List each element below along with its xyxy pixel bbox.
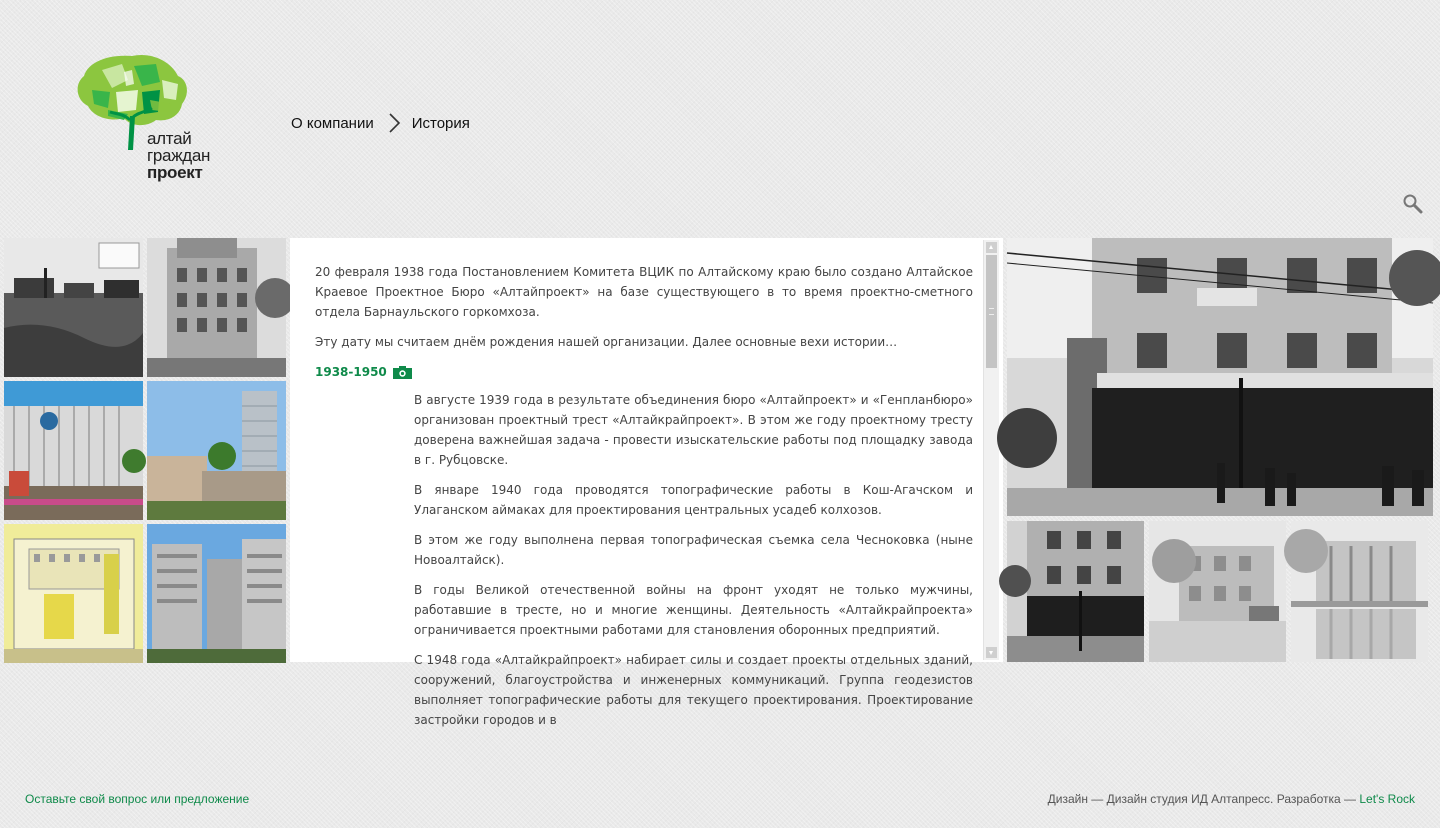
breadcrumb-current-history: История: [411, 114, 470, 132]
company-logo[interactable]: [72, 50, 222, 180]
scroll-thumb[interactable]: [986, 255, 997, 368]
photo-thumb[interactable]: [147, 238, 286, 377]
photo-thumb[interactable]: [4, 238, 143, 377]
photo-thumb[interactable]: [4, 524, 143, 663]
photo-thumb[interactable]: [1291, 521, 1428, 662]
photo-thumb[interactable]: [4, 381, 143, 520]
period-label[interactable]: 1938-1950: [315, 365, 387, 379]
scroll-up-icon[interactable]: [986, 242, 997, 253]
history-text: [315, 262, 973, 740]
history-paragraph: В январе 1940 года проводятся топографические работы в Кош-Агачском и Улаганском аймаках для проектирования центральных усадеб колхозов.: [414, 483, 973, 517]
faded-building-photo: [1149, 521, 1286, 662]
historic-street-building-photo: [1007, 238, 1433, 516]
scroll-down-icon[interactable]: [986, 647, 997, 658]
photo-thumb[interactable]: [1007, 521, 1144, 662]
footer-credits: [1048, 792, 1415, 806]
logo-line-3: проект: [147, 163, 203, 182]
photo-thumb[interactable]: [1149, 521, 1286, 662]
station-building-photo: [4, 381, 143, 520]
historic-corner-building-photo: [1007, 521, 1144, 662]
credits-text: Дизайн — Дизайн студия ИД Алтапресс. Разработка —: [1047, 792, 1360, 806]
feedback-link[interactable]: Оставьте свой вопрос или предложение: [25, 792, 250, 806]
breadcrumb-about-company[interactable]: О компании: [291, 114, 374, 132]
history-content-panel[interactable]: [290, 238, 1003, 727]
logo-line-2: граждан: [147, 146, 211, 165]
period-body: [315, 390, 973, 730]
magnifier-icon[interactable]: [1402, 193, 1424, 215]
photo-thumb[interactable]: [147, 381, 286, 520]
content-scrollbar[interactable]: [983, 240, 999, 660]
photo-thumb[interactable]: [147, 524, 286, 663]
intro-paragraph: 20 февраля 1938 года Постановлением Комитета ВЦИК по Алтайскому краю было создано Алтайское Краевое Проектное Бюро «Алтайпроект» на базе существующего в то время проектно-сметного отдела Барнаульского горкомхоза.: [315, 265, 973, 319]
breadcrumb: [291, 112, 470, 134]
period-heading: [315, 362, 973, 382]
reflected-building-photo: [1291, 521, 1428, 662]
historic-building-photo: [147, 238, 286, 377]
historic-settlement-photo: [4, 238, 143, 377]
architectural-drawing-photo: [4, 524, 143, 663]
tower-building-photo: [147, 381, 286, 520]
history-paragraph: С 1948 года «Алтайкрайпроект» набирает силы и создает проекты отдельных зданий, сооружений, благоустройства и инженерных коммуникаций. Группа геодезистов выполняет топографические работы для текущего проектирования. Проектирование застройки городов и в: [414, 653, 973, 727]
logo-wordmark: [147, 130, 210, 181]
camera-icon[interactable]: [393, 366, 412, 379]
developer-link[interactable]: Let's Rock: [1359, 792, 1415, 806]
intro-paragraph: Эту дату мы считаем днём рождения нашей организации. Далее основные вехи истории…: [315, 335, 898, 349]
history-paragraph: В августе 1939 года в результате объединения бюро «Алтайпроект» и «Генпланбюро» организован проектный трест «Алтайкрайпроект». В этом же году проектному тресту доверена важнейшая задача - провести изыскательские работы под площадку завода в г. Рубцовске.: [414, 393, 973, 467]
featured-photo[interactable]: [1007, 238, 1433, 516]
residential-towers-photo: [147, 524, 286, 663]
history-paragraph: В этом же году выполнена первая топографическая съемка села Чесноковка (ныне Новоалтайск).: [414, 533, 973, 567]
logo-line-1: алтай: [147, 129, 192, 148]
chevron-right-icon: [388, 112, 402, 134]
history-paragraph: В годы Великой отечественной войны на фронт уходят не только мужчины, работавшие в тресте, но и многие женщины. Деятельность «Алтайкрайпроекта» ограничивается проектными работами для становления оборонных предприятий.: [414, 583, 973, 637]
